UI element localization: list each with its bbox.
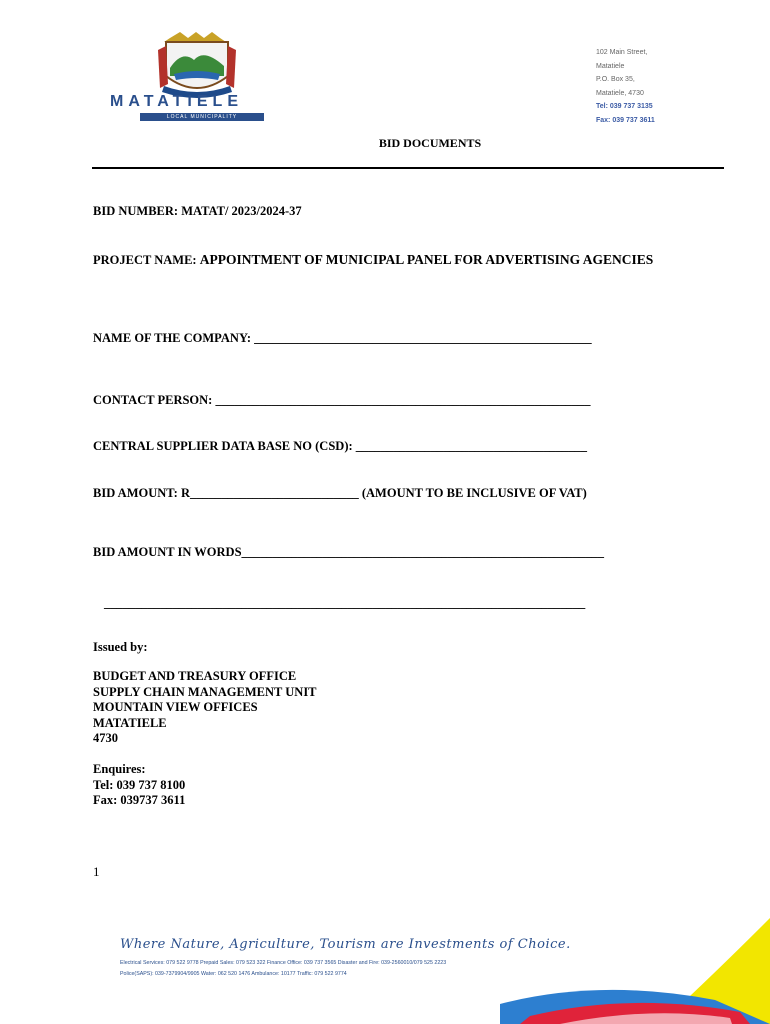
document-title: BID DOCUMENTS xyxy=(378,136,482,150)
municipality-name: MATATIELE xyxy=(110,93,243,110)
address-line: Matatiele xyxy=(596,62,625,70)
bid-amount-words-continuation[interactable]: _____________________________________________________________________________ xyxy=(104,596,586,610)
project-name-block xyxy=(93,251,673,269)
company-name-field[interactable]: NAME OF THE COMPANY: ______________________________________________________ xyxy=(93,331,592,345)
footer-contacts-row: Electrical Services: 079 522 9778 Prepaid Sales: 079 523 322 Finance Office: 039 737 3565 Disaster and Fire: 039-2560010/079 525 2223 xyxy=(120,960,447,966)
header-fax: Fax: 039 737 3611 xyxy=(596,116,655,124)
municipality-subtitle: LOCAL MUNICIPALITY xyxy=(140,113,264,121)
enquires-block xyxy=(93,762,185,809)
address-line: Matatiele, 4730 xyxy=(596,89,644,97)
footer-tagline: Where Nature, Agriculture, Tourism are Investments of Choice. xyxy=(120,937,571,952)
footer-contacts-row: Police(SAPS): 039-7379904/9905 Water: 062 520 1476 Ambulance: 10177 Traffic: 079 522 9774 xyxy=(120,971,347,977)
address-block xyxy=(596,46,655,127)
issued-line: 4730 xyxy=(93,731,118,745)
issued-line: BUDGET AND TREASURY OFFICE xyxy=(93,669,297,683)
title-divider xyxy=(92,167,724,169)
enquires-label: Enquires: xyxy=(93,762,146,776)
address-line: 102 Main Street, xyxy=(596,49,648,56)
csd-number-field[interactable]: CENTRAL SUPPLIER DATA BASE NO (CSD): _____________________________________ xyxy=(93,439,588,453)
bid-amount-field[interactable]: BID AMOUNT: R___________________________ (AMOUNT TO BE INCLUSIVE OF VAT) xyxy=(93,486,587,500)
bid-number: BID NUMBER: MATAT/ 2023/2024-37 xyxy=(93,204,302,218)
page-number: 1 xyxy=(93,864,100,879)
issued-line: MOUNTAIN VIEW OFFICES xyxy=(93,700,258,714)
issued-by-label: Issued by: xyxy=(93,640,148,654)
project-label: PROJECT NAME: xyxy=(93,253,200,267)
enquires-tel: Tel: 039 737 8100 xyxy=(93,777,186,792)
address-line: P.O. Box 35, xyxy=(596,76,635,83)
project-name: APPOINTMENT OF MUNICIPAL PANEL FOR ADVERTISING AGENCIES xyxy=(199,252,654,267)
header-tel: Tel: 039 737 3135 xyxy=(596,103,653,110)
bid-amount-words-field[interactable]: BID AMOUNT IN WORDS__________________________________________________________ xyxy=(93,545,605,559)
issued-by-block xyxy=(93,669,317,747)
issued-line: MATATIELE xyxy=(93,715,167,730)
enquires-fax: Fax: 039737 3611 xyxy=(93,793,186,807)
contact-person-field[interactable]: CONTACT PERSON: ____________________________________________________________ xyxy=(93,393,591,407)
issued-line: SUPPLY CHAIN MANAGEMENT UNIT xyxy=(93,684,317,699)
footer-swoosh-graphic xyxy=(500,918,770,1024)
